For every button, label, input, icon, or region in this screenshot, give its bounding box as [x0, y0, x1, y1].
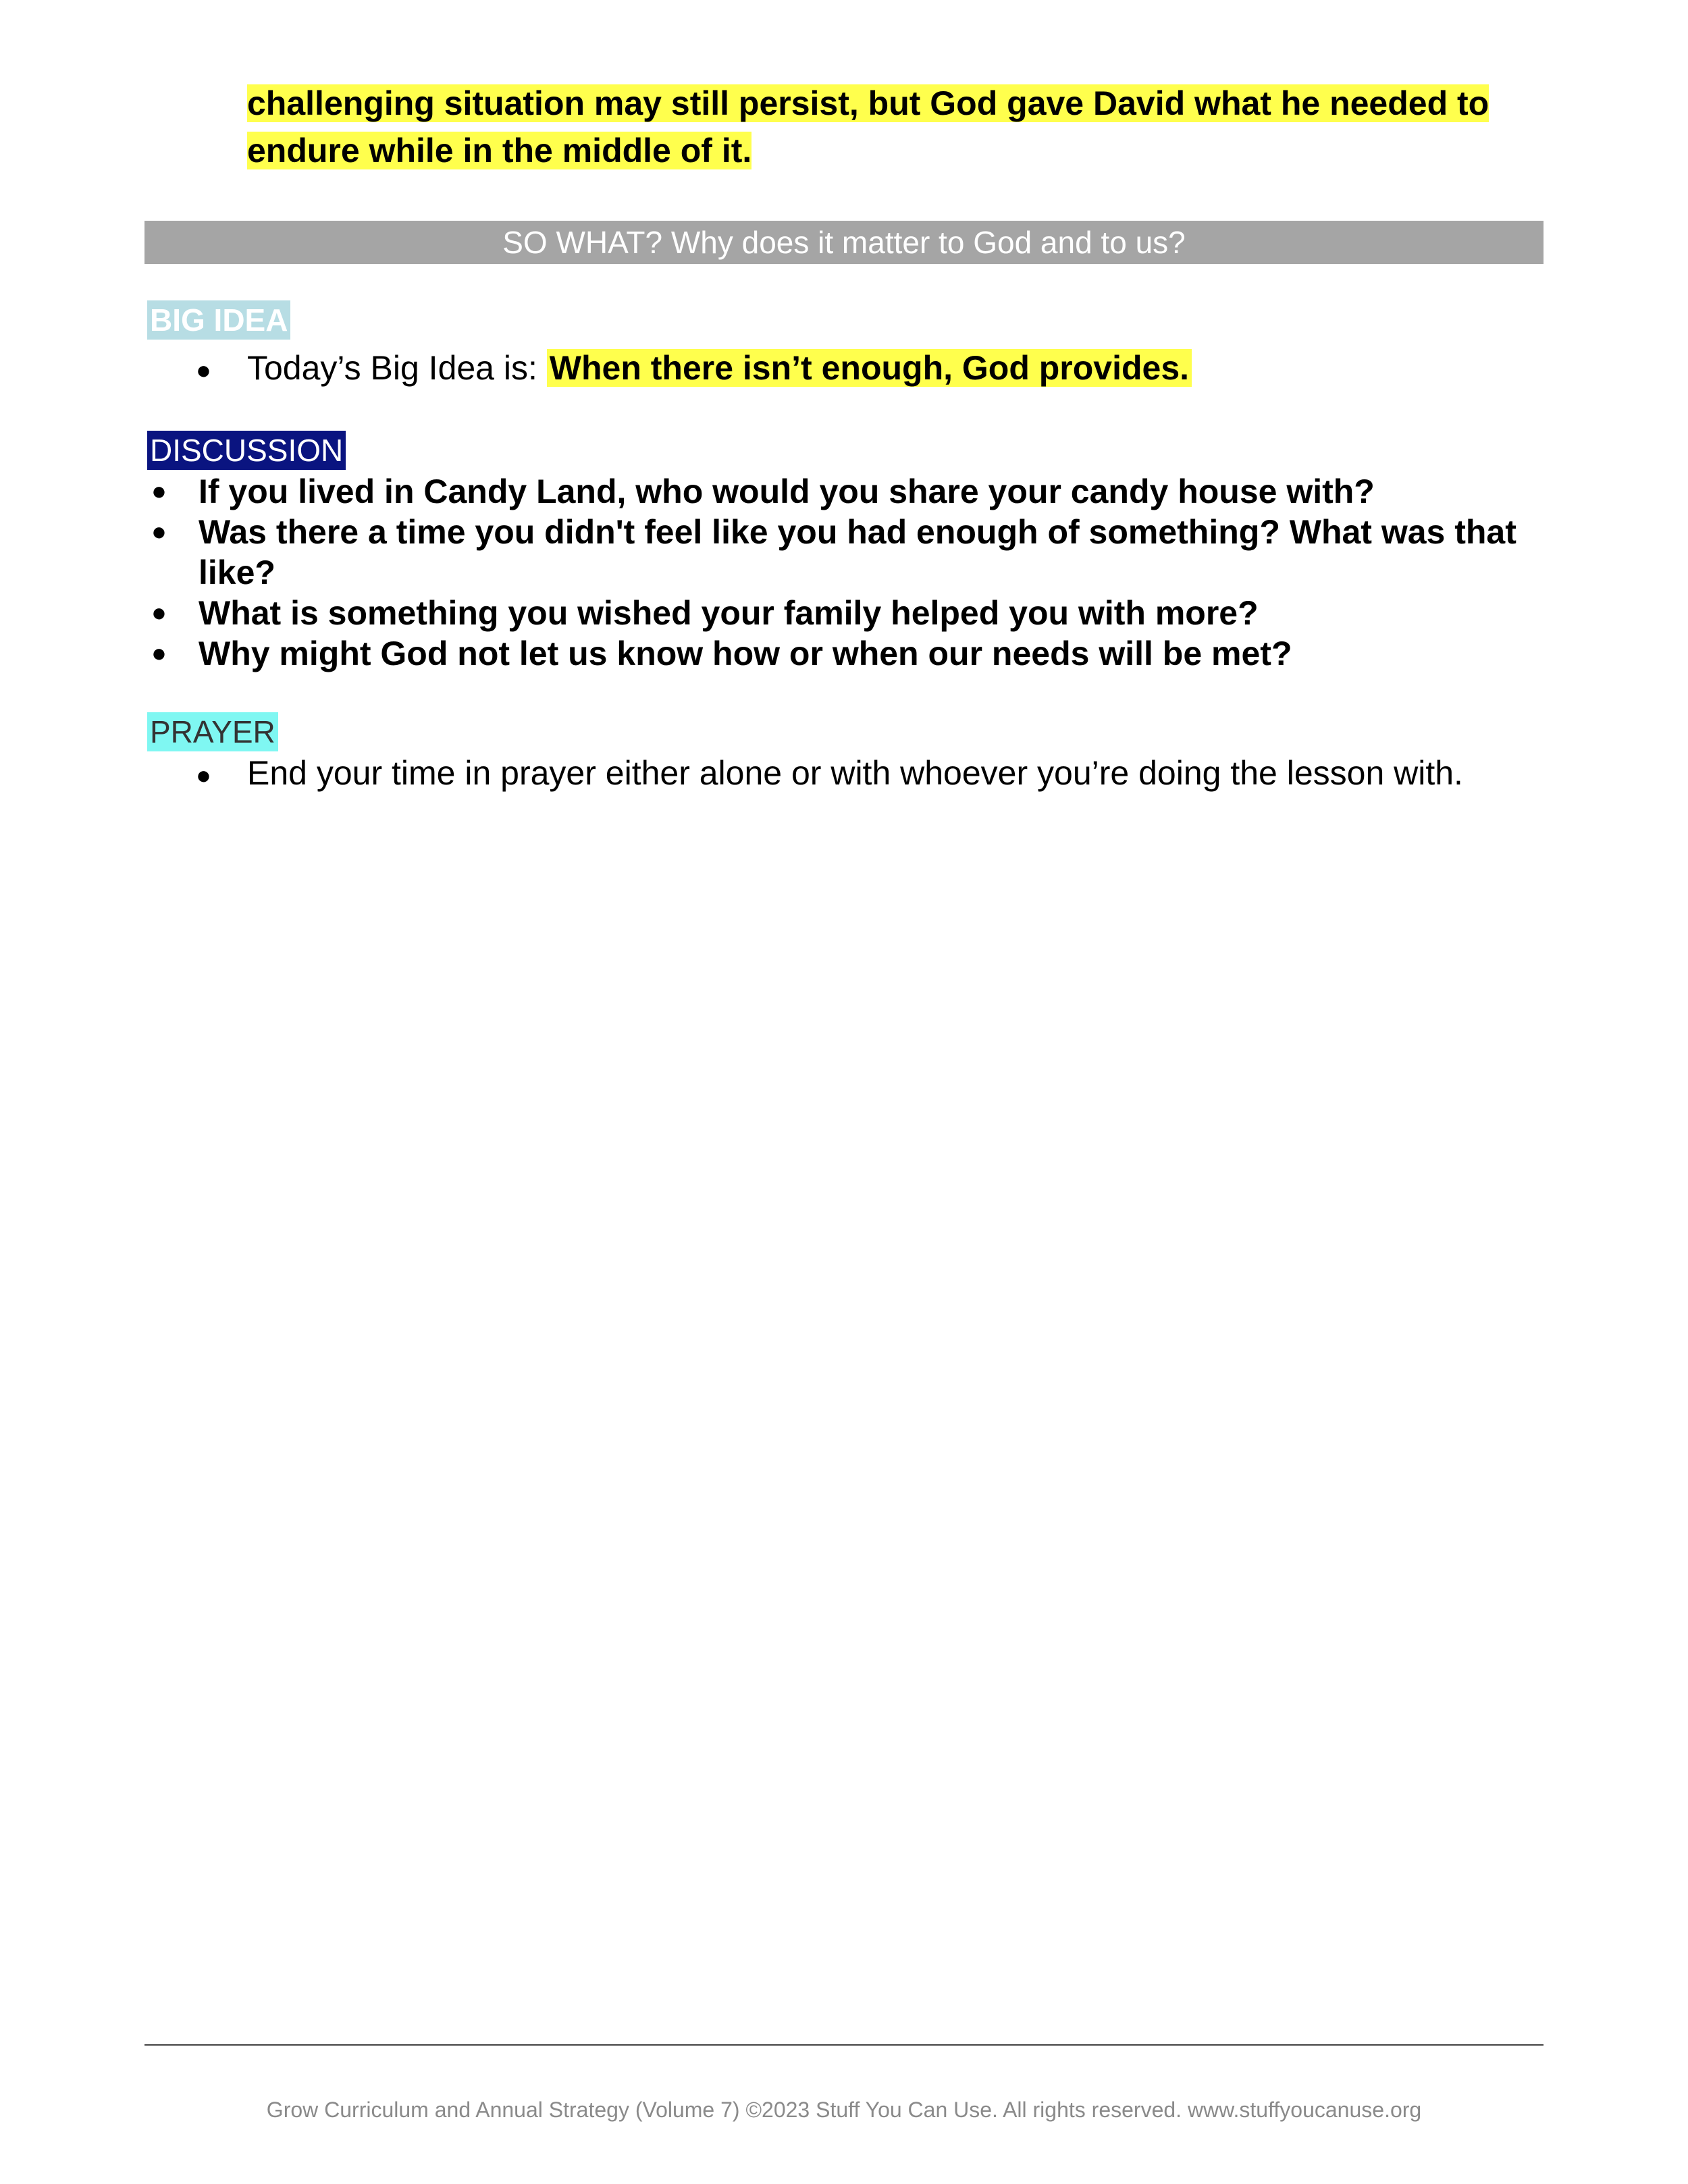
continued-paragraph — [247, 80, 1516, 174]
list-item — [144, 512, 1549, 593]
prayer-label: PRAYER — [147, 712, 278, 751]
bullet-icon: ● — [151, 518, 167, 546]
list-item — [144, 633, 1549, 674]
big-idea-bullet — [196, 346, 1192, 392]
highlighted-text-line-1: challenging situation may still persist, but God gave David what he needed to — [247, 84, 1489, 122]
bullet-icon: ● — [196, 356, 211, 385]
bullet-icon: ● — [151, 639, 167, 668]
discussion-question: If you lived in Candy Land, who would you share your candy house with? — [199, 473, 1375, 510]
footer-copyright: Grow Curriculum and Annual Strategy (Volume 7) ©2023 Stuff You Can Use. All rights reserved. www.stuffyoucanuse.org — [266, 2098, 1422, 2122]
list-item — [144, 593, 1549, 633]
list-item — [144, 471, 1549, 512]
bullet-icon: ● — [196, 761, 211, 790]
discussion-question: Why might God not let us know how or when our needs will be met? — [199, 635, 1292, 672]
section-header-bar: SO WHAT? Why does it matter to God and to us? — [144, 221, 1544, 264]
discussion-question: Was there a time you didn't feel like you had enough of something? What was that like? — [199, 513, 1516, 591]
big-idea-intro: Today’s Big Idea is: — [247, 349, 547, 387]
big-idea-label: BIG IDEA — [147, 300, 290, 340]
discussion-questions-list — [144, 471, 1549, 674]
bullet-icon: ● — [151, 477, 167, 506]
prayer-text: End your time in prayer either alone or with whoever you’re doing the lesson with. — [247, 754, 1463, 792]
big-idea-statement: When there isn’t enough, God provides. — [547, 349, 1192, 387]
bullet-icon: ● — [151, 599, 167, 627]
highlighted-text-line-2: endure while in the middle of it. — [247, 132, 752, 169]
discussion-question: What is something you wished your family helped you with more? — [199, 594, 1259, 632]
prayer-bullet — [196, 751, 1463, 797]
footer-divider — [144, 2044, 1544, 2046]
discussion-label: DISCUSSION — [147, 431, 346, 470]
